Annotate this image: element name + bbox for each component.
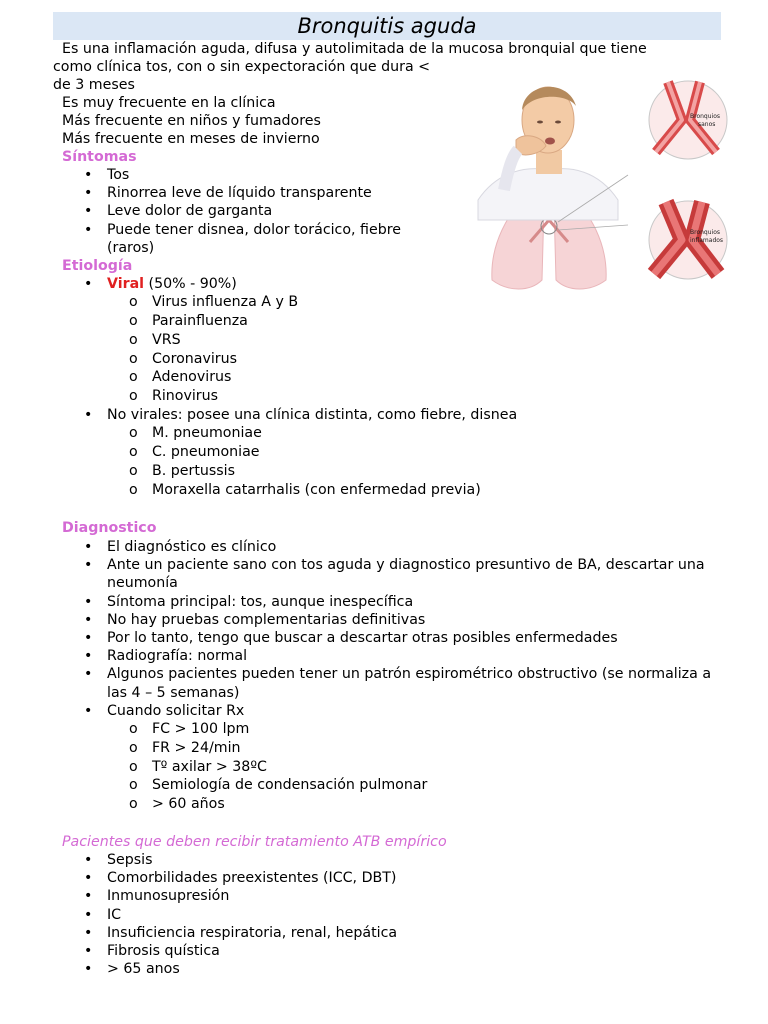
list-item: • Tos: [62, 166, 442, 184]
etiologia-heading: Etiología: [62, 258, 133, 274]
noviral-sublist: [107, 424, 702, 499]
list-item: o Semiología de condensación pulmonar: [107, 776, 722, 795]
list-item: • Ante un paciente sano con tos aguda y diagnostico presuntivo de BA, descartar una neumonía: [62, 556, 722, 592]
diagnostico-list: [62, 538, 722, 814]
intro-line: como clínica tos, con o sin expectoración que dura <: [53, 59, 431, 75]
sintomas-list: [62, 166, 442, 257]
bronchitis-illustration-svg: [468, 70, 730, 300]
list-item: • El diagnóstico es clínico: [62, 538, 722, 556]
list-item: o Adenovirus: [107, 368, 702, 387]
list-item: • Puede tener disnea, dolor torácico, fiebre (raros): [62, 221, 442, 257]
rx-sublist: [107, 720, 722, 814]
list-item: o FR > 24/min: [107, 739, 722, 758]
healthy-bronchi-icon: [649, 81, 727, 159]
intro-line: Más frecuente en niños y fumadores: [62, 113, 321, 129]
inflamed-label-1: Bronquios: [690, 229, 720, 236]
list-item: o Parainfluenza: [107, 312, 702, 331]
intro-line: Es muy frecuente en la clínica: [62, 95, 276, 111]
list-item: • Insuficiencia respiratoria, renal, hepática: [62, 924, 702, 942]
list-item: o VRS: [107, 331, 702, 350]
inflamed-label-2: inflamados: [690, 237, 724, 244]
list-item: o C. pneumoniae: [107, 443, 702, 462]
healthy-label-2: sanos: [698, 121, 716, 128]
page-title: Bronquitis aguda: [297, 14, 477, 38]
list-item: o Moraxella catarrhalis (con enfermedad previa): [107, 481, 702, 500]
bronchitis-illustration: [468, 70, 730, 300]
intro-line: Más frecuente en meses de invierno: [62, 131, 320, 147]
intro-line: Es una inflamación aguda, difusa y autolimitada de la mucosa bronquial que tiene: [62, 41, 647, 57]
list-item: o > 60 años: [107, 795, 722, 814]
list-item: o FC > 100 lpm: [107, 720, 722, 739]
viral-percentage: (50% - 90%): [144, 276, 237, 292]
noviral-label: No virales: posee una clínica distinta, como fiebre, disnea: [107, 406, 518, 423]
etiologia-list: [62, 275, 702, 499]
tratamiento-list: [62, 851, 702, 978]
viral-label: Viral: [107, 276, 145, 292]
list-item: • > 65 anos: [62, 960, 702, 978]
list-item: • Leve dolor de garganta: [62, 202, 442, 220]
intro-line: de 3 meses: [53, 77, 135, 93]
list-item: • Comorbilidades preexistentes (ICC, DBT): [62, 869, 702, 887]
list-item: o Coronavirus: [107, 350, 702, 369]
list-item: [62, 275, 702, 406]
list-item: • Sepsis: [62, 851, 702, 869]
list-item: • Rinorrea leve de líquido transparente: [62, 184, 442, 202]
tratamiento-heading: Pacientes que deben recibir tratamiento ATB empírico: [62, 834, 447, 850]
list-item: • Radiografía: normal: [62, 647, 722, 665]
list-item: [62, 406, 702, 499]
list-item: o M. pneumoniae: [107, 424, 702, 443]
viral-sublist: [107, 293, 702, 406]
list-item: • Fibrosis quística: [62, 942, 702, 960]
list-item: • Algunos pacientes pueden tener un patrón espirométrico obstructivo (se normaliza a las 4 – 5 semanas): [62, 665, 722, 701]
list-item: • Inmunosupresión: [62, 887, 702, 905]
title-bar: [53, 12, 721, 40]
list-item: o Tº axilar > 38ºC: [107, 758, 722, 777]
diagnostico-heading: Diagnostico: [62, 520, 157, 536]
list-item: o Rinovirus: [107, 387, 702, 406]
list-item: [62, 702, 722, 814]
sintomas-heading: Síntomas: [62, 149, 137, 165]
list-item: • Por lo tanto, tengo que buscar a descartar otras posibles enfermedades: [62, 629, 722, 647]
list-item: • Síntoma principal: tos, aunque inespecífica: [62, 593, 722, 611]
list-item: o B. pertussis: [107, 462, 702, 481]
list-item: o Virus influenza A y B: [107, 293, 702, 312]
list-item: • IC: [62, 906, 702, 924]
rx-label: Cuando solicitar Rx: [107, 702, 245, 719]
list-item: • No hay pruebas complementarias definitivas: [62, 611, 722, 629]
healthy-label-1: Bronquios: [690, 113, 720, 120]
